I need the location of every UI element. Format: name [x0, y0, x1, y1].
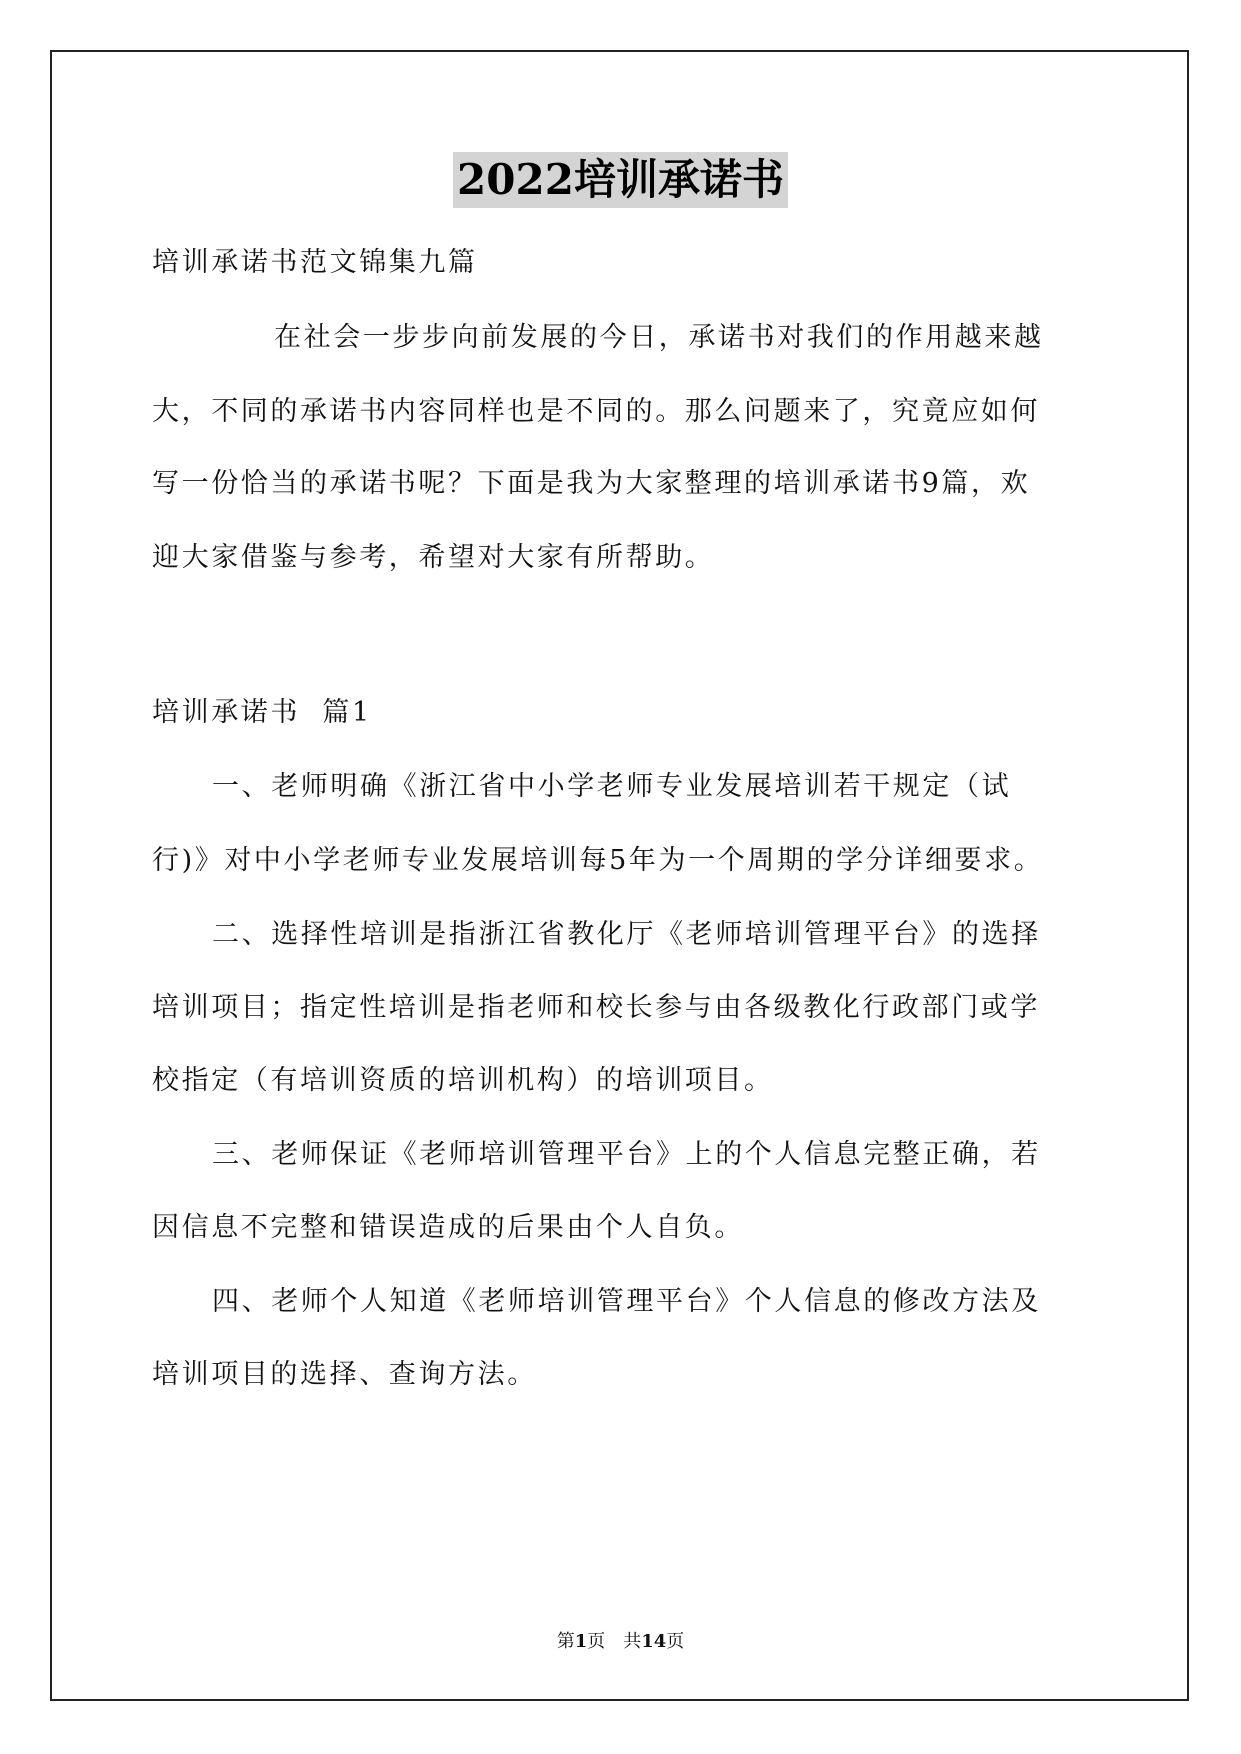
intro-line-2: 大，不同的承诺书内容同样也是不同的。那么问题来了，究竟应如何: [152, 396, 1040, 427]
body-line-4: 培训项目；指定性培训是指老师和校长参与由各级教化行政部门或学: [152, 992, 1040, 1023]
body-line-9: 培训项目的选择、查询方法。: [152, 1359, 537, 1390]
body-line-7: 因信息不完整和错误造成的后果由个人自负。: [152, 1212, 744, 1243]
section-heading: 培训承诺书 篇1: [152, 697, 372, 728]
body-line-5: 校指定（有培训资质的培训机构）的培训项目。: [152, 1065, 774, 1096]
document-subtitle: 培训承诺书范文锦集九篇: [152, 247, 478, 278]
intro-line-1: 在社会一步步向前发展的今日，承诺书对我们的作用越来越: [274, 322, 1044, 353]
footer-page-number: 1: [574, 1631, 588, 1652]
footer-prefix: 第: [556, 1631, 575, 1652]
footer-page-total: 14: [641, 1631, 667, 1652]
intro-line-3: 写一份恰当的承诺书呢？下面是我为大家整理的培训承诺书9篇，欢: [152, 468, 1031, 499]
body-line-6: 三、老师保证《老师培训管理平台》上的个人信息完整正确，若: [212, 1139, 1041, 1170]
body-line-1: 一、老师明确《浙江省中小学老师专业发展培训若干规定（试: [212, 771, 1012, 802]
document-title: 2022培训承诺书: [453, 152, 788, 208]
body-line-2: 行)》对中小学老师专业发展培训每5年为一个周期的学分详细要求。: [152, 845, 1044, 876]
title-container: [0, 152, 1241, 208]
body-line-8: 四、老师个人知道《老师培训管理平台》个人信息的修改方法及: [212, 1286, 1041, 1317]
footer-mid: 页 共: [587, 1631, 642, 1652]
intro-line-4: 迎大家借鉴与参考，希望对大家有所帮助。: [152, 542, 715, 573]
footer-suffix: 页: [666, 1631, 685, 1652]
page-footer: [0, 1627, 1241, 1653]
body-line-3: 二、选择性培训是指浙江省教化厅《老师培训管理平台》的选择: [212, 919, 1041, 950]
